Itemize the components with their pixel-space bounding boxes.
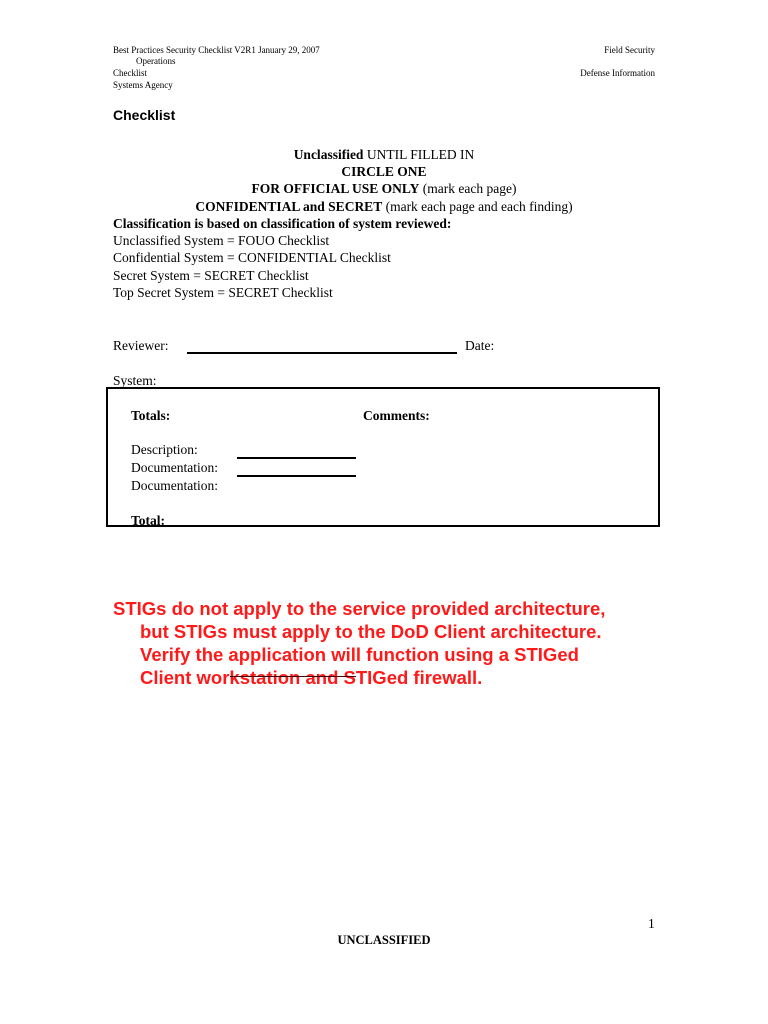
classification-line-fouo <box>0 180 768 197</box>
stig-notice-line: Client workstation and STIGed firewall. <box>140 667 483 688</box>
classification-unclassified-rest: UNTIL FILLED IN <box>363 147 475 162</box>
classification-confidential-rest: (mark each page and each finding) <box>382 199 573 214</box>
system-label: System: <box>113 373 157 388</box>
stig-notice-line: Verify the application will function using a STIGed <box>140 644 579 665</box>
header-field-security: Field Security <box>604 45 655 55</box>
basis-item: Secret System = SECRET Checklist <box>113 268 309 283</box>
stig-notice-line: STIGs do not apply to the service provided architecture, <box>113 598 606 619</box>
section-title: Checklist <box>113 107 176 123</box>
footer-classification-marking: UNCLASSIFIED <box>337 933 431 947</box>
basis-heading: Classification is based on classification of system reviewed: <box>113 216 452 231</box>
basis-item: Unclassified System = FOUO Checklist <box>113 233 330 248</box>
basis-item: Confidential System = CONFIDENTIAL Checklist <box>113 250 391 265</box>
reviewer-label: Reviewer: <box>113 338 169 353</box>
classification-confidential-label: CONFIDENTIAL and SECRET <box>195 199 383 214</box>
page-number: 1 <box>648 916 655 931</box>
header-systems-agency: Systems Agency <box>113 80 173 90</box>
documentation-field-line[interactable] <box>237 475 356 477</box>
description-label: Description: <box>131 442 198 457</box>
classification-fouo-rest: (mark each page) <box>419 181 517 196</box>
date-label: Date: <box>465 338 495 353</box>
classification-line-confidential <box>0 198 768 215</box>
total-label: Total: <box>131 513 166 528</box>
classification-unclassified-label: Unclassified <box>293 147 364 162</box>
documentation-label: Documentation: <box>131 460 218 475</box>
header-checklist: Checklist <box>113 68 147 78</box>
classification-line-unclassified <box>0 146 768 163</box>
strikethrough-mark <box>230 676 356 677</box>
basis-item: Top Secret System = SECRET Checklist <box>113 285 333 300</box>
header-document-title: Best Practices Security Checklist V2R1 January 29, 2007 <box>113 45 320 55</box>
documentation-label: Documentation: <box>131 478 218 493</box>
comments-label: Comments: <box>363 408 430 423</box>
classification-circle-one: CIRCLE ONE <box>341 164 427 179</box>
totals-label: Totals: <box>131 408 171 423</box>
header-defense-information: Defense Information <box>580 68 655 78</box>
header-operations: Operations <box>136 56 176 66</box>
classification-fouo-label: FOR OFFICIAL USE ONLY <box>251 181 420 196</box>
description-field-line[interactable] <box>237 457 356 459</box>
stig-notice-line: but STIGs must apply to the DoD Client architecture. <box>140 621 602 642</box>
reviewer-field-line[interactable] <box>187 352 457 354</box>
